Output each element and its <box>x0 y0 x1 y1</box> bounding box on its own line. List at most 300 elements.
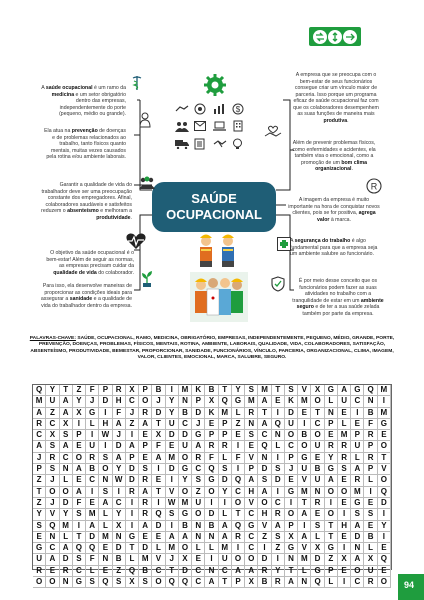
grid-cell[interactable]: C <box>351 577 364 588</box>
grid-cell[interactable]: W <box>166 498 179 509</box>
grid-cell[interactable]: D <box>258 554 271 565</box>
grid-cell[interactable]: J <box>46 498 59 509</box>
grid-cell[interactable]: D <box>166 430 179 441</box>
grid-cell[interactable]: M <box>60 521 73 532</box>
grid-cell[interactable]: O <box>139 396 152 407</box>
grid-cell[interactable]: X <box>179 554 192 565</box>
grid-cell[interactable]: C <box>219 566 232 577</box>
grid-cell[interactable]: P <box>192 396 205 407</box>
grid-cell[interactable]: Q <box>46 521 59 532</box>
grid-cell[interactable]: U <box>46 396 59 407</box>
grid-cell[interactable]: S <box>139 577 152 588</box>
grid-cell[interactable]: S <box>272 464 285 475</box>
grid-cell[interactable]: O <box>258 498 271 509</box>
grid-cell[interactable]: I <box>232 464 245 475</box>
grid-cell[interactable]: V <box>46 509 59 520</box>
grid-cell[interactable]: S <box>364 509 377 520</box>
grid-cell[interactable]: C <box>245 543 258 554</box>
grid-cell[interactable]: R <box>126 487 139 498</box>
grid-cell[interactable]: L <box>219 453 232 464</box>
grid-cell[interactable]: G <box>126 532 139 543</box>
grid-cell[interactable]: E <box>232 430 245 441</box>
grid-cell[interactable]: D <box>378 498 391 509</box>
grid-cell[interactable]: F <box>232 453 245 464</box>
grid-cell[interactable]: L <box>351 453 364 464</box>
grid-cell[interactable]: T <box>152 419 165 430</box>
grid-cell[interactable]: F <box>73 498 86 509</box>
grid-cell[interactable]: M <box>179 385 192 396</box>
grid-cell[interactable]: I <box>86 487 99 498</box>
grid-cell[interactable]: E <box>205 419 218 430</box>
grid-cell[interactable]: O <box>73 453 86 464</box>
grid-cell[interactable]: G <box>285 487 298 498</box>
grid-cell[interactable]: S <box>139 464 152 475</box>
grid-cell[interactable]: R <box>325 441 338 452</box>
grid-cell[interactable]: B <box>139 566 152 577</box>
grid-cell[interactable]: J <box>126 408 139 419</box>
grid-cell[interactable]: X <box>311 543 324 554</box>
grid-cell[interactable]: Z <box>33 498 46 509</box>
grid-cell[interactable]: B <box>205 521 218 532</box>
grid-cell[interactable]: N <box>325 408 338 419</box>
grid-cell[interactable]: R <box>113 385 126 396</box>
grid-cell[interactable]: A <box>219 521 232 532</box>
grid-cell[interactable]: C <box>179 419 192 430</box>
grid-cell[interactable]: N <box>99 475 112 486</box>
grid-cell[interactable]: O <box>285 509 298 520</box>
grid-cell[interactable]: G <box>179 509 192 520</box>
grid-cell[interactable]: U <box>298 464 311 475</box>
grid-cell[interactable]: N <box>364 396 377 407</box>
grid-cell[interactable]: E <box>33 532 46 543</box>
grid-cell[interactable]: N <box>192 521 205 532</box>
grid-cell[interactable]: L <box>311 532 324 543</box>
grid-cell[interactable]: P <box>325 419 338 430</box>
grid-cell[interactable]: U <box>86 441 99 452</box>
grid-cell[interactable]: Q <box>378 487 391 498</box>
grid-cell[interactable]: L <box>325 396 338 407</box>
grid-cell[interactable]: C <box>126 396 139 407</box>
grid-cell[interactable]: Q <box>232 521 245 532</box>
grid-cell[interactable]: A <box>219 532 232 543</box>
grid-cell[interactable]: S <box>73 554 86 565</box>
grid-cell[interactable]: T <box>219 385 232 396</box>
grid-cell[interactable]: A <box>205 577 218 588</box>
grid-cell[interactable]: H <box>258 509 271 520</box>
grid-cell[interactable]: J <box>192 419 205 430</box>
grid-cell[interactable]: G <box>298 453 311 464</box>
grid-cell[interactable]: S <box>245 385 258 396</box>
grid-cell[interactable]: M <box>378 385 391 396</box>
grid-cell[interactable]: R <box>33 419 46 430</box>
grid-cell[interactable]: G <box>33 543 46 554</box>
grid-cell[interactable]: A <box>192 441 205 452</box>
grid-cell[interactable]: R <box>364 453 377 464</box>
grid-cell[interactable]: I <box>272 554 285 565</box>
grid-cell[interactable]: Q <box>152 509 165 520</box>
grid-cell[interactable]: A <box>245 566 258 577</box>
grid-cell[interactable]: Z <box>46 408 59 419</box>
grid-cell[interactable]: U <box>219 554 232 565</box>
grid-cell[interactable]: D <box>192 408 205 419</box>
grid-cell[interactable]: V <box>298 543 311 554</box>
grid-cell[interactable]: T <box>219 577 232 588</box>
grid-cell[interactable]: P <box>205 430 218 441</box>
grid-cell[interactable]: E <box>351 419 364 430</box>
grid-cell[interactable]: M <box>338 430 351 441</box>
grid-cell[interactable]: K <box>205 408 218 419</box>
grid-cell[interactable]: A <box>60 408 73 419</box>
grid-cell[interactable]: A <box>113 453 126 464</box>
grid-cell[interactable]: V <box>166 487 179 498</box>
grid-cell[interactable]: D <box>113 543 126 554</box>
grid-cell[interactable]: A <box>33 441 46 452</box>
grid-cell[interactable]: A <box>86 521 99 532</box>
grid-cell[interactable]: X <box>60 419 73 430</box>
grid-cell[interactable]: O <box>46 577 59 588</box>
grid-cell[interactable]: J <box>113 430 126 441</box>
grid-cell[interactable]: D <box>152 408 165 419</box>
grid-cell[interactable]: E <box>338 532 351 543</box>
grid-cell[interactable]: S <box>166 509 179 520</box>
grid-cell[interactable]: D <box>86 532 99 543</box>
grid-cell[interactable]: E <box>73 441 86 452</box>
grid-cell[interactable]: D <box>99 396 112 407</box>
grid-cell[interactable]: P <box>139 441 152 452</box>
grid-cell[interactable]: C <box>192 464 205 475</box>
grid-cell[interactable]: P <box>245 464 258 475</box>
grid-cell[interactable]: D <box>113 441 126 452</box>
grid-cell[interactable]: G <box>351 498 364 509</box>
grid-cell[interactable]: A <box>298 532 311 543</box>
grid-cell[interactable]: T <box>378 453 391 464</box>
grid-cell[interactable]: E <box>311 453 324 464</box>
grid-cell[interactable]: O <box>33 577 46 588</box>
grid-cell[interactable]: S <box>73 509 86 520</box>
grid-cell[interactable]: N <box>351 543 364 554</box>
grid-cell[interactable]: A <box>166 532 179 543</box>
grid-cell[interactable]: N <box>311 487 324 498</box>
grid-cell[interactable]: K <box>285 396 298 407</box>
grid-cell[interactable]: T <box>126 543 139 554</box>
grid-cell[interactable]: L <box>219 509 232 520</box>
grid-cell[interactable]: V <box>298 385 311 396</box>
grid-cell[interactable]: V <box>258 521 271 532</box>
grid-cell[interactable]: C <box>46 419 59 430</box>
grid-cell[interactable]: I <box>126 509 139 520</box>
grid-cell[interactable]: R <box>139 498 152 509</box>
grid-cell[interactable]: L <box>338 419 351 430</box>
grid-cell[interactable]: N <box>113 532 126 543</box>
grid-cell[interactable]: B <box>205 385 218 396</box>
grid-cell[interactable]: T <box>33 487 46 498</box>
grid-cell[interactable]: Q <box>73 543 86 554</box>
grid-cell[interactable]: A <box>258 396 271 407</box>
grid-cell[interactable]: D <box>285 408 298 419</box>
grid-cell[interactable]: E <box>311 509 324 520</box>
grid-cell[interactable]: D <box>166 464 179 475</box>
grid-cell[interactable]: E <box>364 521 377 532</box>
grid-cell[interactable]: R <box>351 475 364 486</box>
grid-cell[interactable]: F <box>205 453 218 464</box>
grid-cell[interactable]: Q <box>311 577 324 588</box>
grid-cell[interactable]: I <box>378 396 391 407</box>
grid-cell[interactable]: F <box>86 385 99 396</box>
grid-cell[interactable]: O <box>378 441 391 452</box>
grid-cell[interactable]: T <box>325 532 338 543</box>
grid-cell[interactable]: D <box>126 464 139 475</box>
grid-cell[interactable]: A <box>60 441 73 452</box>
grid-cell[interactable]: K <box>192 385 205 396</box>
grid-cell[interactable]: L <box>272 441 285 452</box>
grid-cell[interactable]: L <box>192 543 205 554</box>
grid-cell[interactable]: Z <box>73 385 86 396</box>
grid-cell[interactable]: E <box>139 532 152 543</box>
grid-cell[interactable]: X <box>152 430 165 441</box>
grid-cell[interactable]: I <box>126 430 139 441</box>
grid-cell[interactable]: O <box>338 487 351 498</box>
grid-cell[interactable]: I <box>364 487 377 498</box>
grid-cell[interactable]: D <box>152 521 165 532</box>
grid-cell[interactable]: R <box>33 566 46 577</box>
grid-cell[interactable]: D <box>179 566 192 577</box>
grid-cell[interactable]: I <box>285 498 298 509</box>
grid-cell[interactable]: Z <box>192 487 205 498</box>
grid-cell[interactable]: R <box>219 441 232 452</box>
grid-cell[interactable]: A <box>245 475 258 486</box>
grid-cell[interactable]: S <box>99 453 112 464</box>
grid-cell[interactable]: A <box>351 521 364 532</box>
grid-cell[interactable]: Q <box>219 396 232 407</box>
grid-cell[interactable]: A <box>232 566 245 577</box>
grid-cell[interactable]: E <box>338 408 351 419</box>
grid-cell[interactable]: P <box>285 453 298 464</box>
grid-cell[interactable]: T <box>311 408 324 419</box>
grid-cell[interactable]: O <box>46 487 59 498</box>
grid-cell[interactable]: L <box>60 475 73 486</box>
grid-cell[interactable]: X <box>311 385 324 396</box>
grid-cell[interactable]: R <box>86 453 99 464</box>
grid-cell[interactable]: Y <box>60 509 73 520</box>
grid-cell[interactable]: E <box>152 475 165 486</box>
grid-cell[interactable]: R <box>245 408 258 419</box>
grid-cell[interactable]: D <box>60 554 73 565</box>
grid-cell[interactable]: E <box>73 475 86 486</box>
grid-cell[interactable]: P <box>219 430 232 441</box>
grid-cell[interactable]: E <box>364 498 377 509</box>
grid-cell[interactable]: Y <box>33 509 46 520</box>
grid-cell[interactable]: M <box>99 532 112 543</box>
grid-cell[interactable]: M <box>179 498 192 509</box>
grid-cell[interactable]: U <box>311 441 324 452</box>
grid-cell[interactable]: I <box>378 509 391 520</box>
grid-cell[interactable]: C <box>152 566 165 577</box>
grid-cell[interactable]: C <box>285 441 298 452</box>
grid-cell[interactable]: L <box>86 566 99 577</box>
grid-cell[interactable]: E <box>378 566 391 577</box>
grid-cell[interactable]: D <box>126 475 139 486</box>
grid-cell[interactable]: Y <box>166 408 179 419</box>
grid-cell[interactable]: A <box>298 509 311 520</box>
grid-cell[interactable]: B <box>298 430 311 441</box>
grid-cell[interactable]: E <box>99 566 112 577</box>
grid-cell[interactable]: G <box>285 543 298 554</box>
grid-cell[interactable]: P <box>139 385 152 396</box>
grid-cell[interactable]: B <box>311 464 324 475</box>
grid-cell[interactable]: Q <box>33 385 46 396</box>
grid-cell[interactable]: C <box>33 430 46 441</box>
grid-cell[interactable]: G <box>351 385 364 396</box>
grid-cell[interactable]: Q <box>364 385 377 396</box>
grid-cell[interactable]: U <box>33 554 46 565</box>
grid-cell[interactable]: I <box>232 543 245 554</box>
grid-cell[interactable]: H <box>245 487 258 498</box>
grid-cell[interactable]: N <box>298 577 311 588</box>
grid-cell[interactable]: O <box>298 441 311 452</box>
grid-cell[interactable]: A <box>351 464 364 475</box>
grid-cell[interactable]: I <box>258 543 271 554</box>
grid-cell[interactable]: M <box>245 396 258 407</box>
grid-cell[interactable]: I <box>166 521 179 532</box>
grid-cell[interactable]: J <box>86 396 99 407</box>
grid-cell[interactable]: R <box>272 577 285 588</box>
grid-cell[interactable]: F <box>364 419 377 430</box>
grid-cell[interactable]: J <box>33 453 46 464</box>
grid-cell[interactable]: R <box>139 475 152 486</box>
grid-cell[interactable]: Z <box>272 543 285 554</box>
grid-cell[interactable]: A <box>179 532 192 543</box>
grid-cell[interactable]: M <box>219 408 232 419</box>
grid-cell[interactable]: B <box>364 408 377 419</box>
grid-cell[interactable]: L <box>205 543 218 554</box>
grid-cell[interactable]: B <box>152 385 165 396</box>
grid-cell[interactable]: I <box>338 543 351 554</box>
grid-cell[interactable]: M <box>86 509 99 520</box>
grid-cell[interactable]: C <box>192 566 205 577</box>
grid-cell[interactable]: U <box>166 419 179 430</box>
grid-cell[interactable]: P <box>285 521 298 532</box>
grid-cell[interactable]: A <box>272 521 285 532</box>
grid-cell[interactable]: C <box>46 543 59 554</box>
grid-cell[interactable]: A <box>258 419 271 430</box>
grid-cell[interactable]: O <box>192 509 205 520</box>
grid-cell[interactable]: M <box>378 408 391 419</box>
grid-cell[interactable]: O <box>99 464 112 475</box>
grid-cell[interactable]: B <box>364 532 377 543</box>
grid-cell[interactable]: I <box>338 509 351 520</box>
grid-cell[interactable]: E <box>378 543 391 554</box>
grid-cell[interactable]: N <box>99 554 112 565</box>
grid-cell[interactable]: X <box>338 554 351 565</box>
grid-cell[interactable]: O <box>325 509 338 520</box>
grid-cell[interactable]: Q <box>232 475 245 486</box>
grid-cell[interactable]: T <box>298 498 311 509</box>
grid-cell[interactable]: F <box>86 554 99 565</box>
grid-cell[interactable]: T <box>73 532 86 543</box>
grid-cell[interactable]: I <box>166 475 179 486</box>
grid-cell[interactable]: P <box>33 464 46 475</box>
grid-cell[interactable]: O <box>245 554 258 565</box>
grid-cell[interactable]: P <box>364 441 377 452</box>
grid-cell[interactable]: B <box>113 554 126 565</box>
grid-cell[interactable]: S <box>272 532 285 543</box>
grid-cell[interactable]: O <box>378 577 391 588</box>
grid-cell[interactable]: Q <box>272 419 285 430</box>
grid-cell[interactable]: M <box>298 396 311 407</box>
grid-cell[interactable]: I <box>272 487 285 498</box>
grid-cell[interactable]: Y <box>325 453 338 464</box>
grid-cell[interactable]: P <box>73 430 86 441</box>
grid-cell[interactable]: I <box>298 521 311 532</box>
grid-cell[interactable]: T <box>272 385 285 396</box>
grid-cell[interactable]: C <box>192 577 205 588</box>
grid-cell[interactable]: M <box>298 487 311 498</box>
grid-cell[interactable]: N <box>205 532 218 543</box>
grid-cell[interactable]: T <box>325 521 338 532</box>
grid-cell[interactable]: I <box>73 419 86 430</box>
grid-cell[interactable]: T <box>285 566 298 577</box>
grid-cell[interactable]: Z <box>232 419 245 430</box>
grid-cell[interactable]: S <box>46 464 59 475</box>
grid-cell[interactable]: D <box>258 464 271 475</box>
grid-cell[interactable]: F <box>152 441 165 452</box>
grid-cell[interactable]: Z <box>126 419 139 430</box>
grid-cell[interactable]: D <box>179 430 192 441</box>
grid-cell[interactable]: E <box>99 543 112 554</box>
grid-cell[interactable]: U <box>285 419 298 430</box>
grid-cell[interactable]: O <box>378 475 391 486</box>
grid-cell[interactable]: X <box>126 577 139 588</box>
grid-cell[interactable]: G <box>205 475 218 486</box>
grid-cell[interactable]: V <box>152 554 165 565</box>
grid-cell[interactable]: S <box>33 521 46 532</box>
grid-cell[interactable]: S <box>113 577 126 588</box>
grid-cell[interactable]: B <box>179 408 192 419</box>
grid-cell[interactable]: D <box>351 532 364 543</box>
grid-cell[interactable]: C <box>272 498 285 509</box>
grid-cell[interactable]: R <box>139 408 152 419</box>
grid-cell[interactable]: G <box>232 396 245 407</box>
grid-cell[interactable]: H <box>338 521 351 532</box>
grid-cell[interactable]: N <box>258 453 271 464</box>
grid-cell[interactable]: E <box>139 453 152 464</box>
grid-cell[interactable]: A <box>338 385 351 396</box>
grid-cell[interactable]: Q <box>99 577 112 588</box>
grid-cell[interactable]: R <box>272 509 285 520</box>
grid-cell[interactable]: Y <box>166 396 179 407</box>
grid-cell[interactable]: V <box>298 475 311 486</box>
grid-cell[interactable]: P <box>126 453 139 464</box>
grid-cell[interactable]: T <box>258 408 271 419</box>
grid-cell[interactable]: R <box>338 441 351 452</box>
grid-cell[interactable]: R <box>364 430 377 441</box>
grid-cell[interactable]: L <box>99 509 112 520</box>
grid-cell[interactable]: O <box>232 498 245 509</box>
grid-cell[interactable]: S <box>46 441 59 452</box>
grid-cell[interactable]: E <box>285 475 298 486</box>
grid-cell[interactable]: X <box>285 532 298 543</box>
grid-cell[interactable]: Y <box>378 521 391 532</box>
grid-cell[interactable]: I <box>205 554 218 565</box>
grid-cell[interactable]: Y <box>113 464 126 475</box>
grid-cell[interactable]: E <box>325 430 338 441</box>
grid-cell[interactable]: C <box>60 453 73 464</box>
grid-cell[interactable]: A <box>113 419 126 430</box>
grid-cell[interactable]: U <box>338 396 351 407</box>
grid-cell[interactable]: A <box>139 487 152 498</box>
grid-cell[interactable]: L <box>232 408 245 419</box>
grid-cell[interactable]: I <box>338 577 351 588</box>
